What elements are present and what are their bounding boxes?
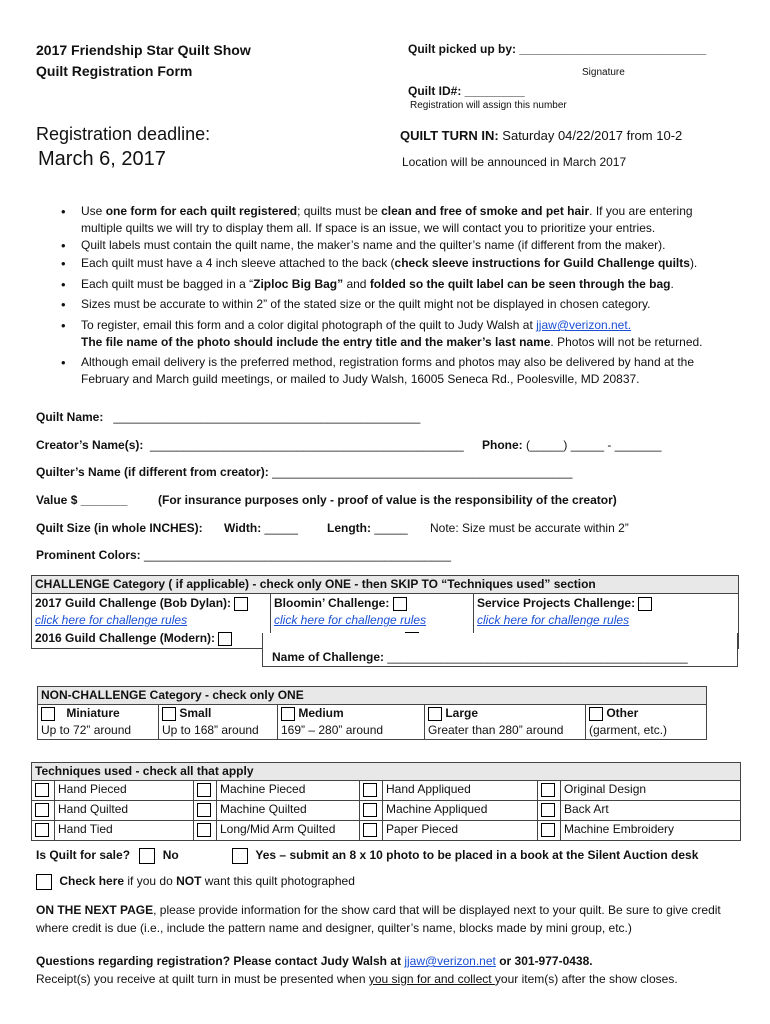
- challenge-header: CHALLENGE Category ( if applicable) - check only ONE - then SKIP TO “Techniques used” section: [32, 576, 739, 594]
- registration-note: Registration will assign this number: [410, 100, 567, 111]
- size-option-other: Other (garment, etc.): [586, 705, 707, 740]
- quilt-id-field[interactable]: Quilt ID#: _________: [408, 84, 525, 98]
- technique-label: Hand Quilted: [55, 801, 194, 821]
- sale-no-label: No: [162, 848, 179, 863]
- checkbox-other[interactable]: [589, 707, 603, 721]
- checkbox-2016-challenge[interactable]: [218, 632, 232, 646]
- checkbox-long-arm-quilted[interactable]: [197, 823, 211, 837]
- challenge-name-field[interactable]: Name of Challenge: _____________________________________________: [272, 650, 688, 664]
- checkbox-hand-tied[interactable]: [35, 823, 49, 837]
- list-item: • Quilt labels must contain the quilt name, the maker’s name and the quilter’s name (if different from the maker).: [53, 237, 723, 254]
- deadline-date: March 6, 2017: [38, 148, 166, 170]
- challenge-cell-bloomin: Bloomin’ Challenge: click here for challenge rules: [271, 594, 474, 649]
- creators-name-field[interactable]: Creator’s Name(s): _______________________________________________: [36, 438, 464, 452]
- challenge-rules-link[interactable]: click here for challenge rules: [274, 613, 427, 627]
- checkbox-hand-quilted[interactable]: [35, 803, 49, 817]
- location-note: Location will be announced in March 2017: [402, 155, 627, 169]
- email-link[interactable]: jjaw@verizon.net.: [536, 318, 632, 332]
- checkbox-large[interactable]: [428, 707, 442, 721]
- turn-in-label: QUILT TURN IN:: [400, 128, 499, 143]
- contact-email-link[interactable]: jjaw@verizon.net: [404, 954, 496, 968]
- checkbox-hand-appliqued[interactable]: [363, 783, 377, 797]
- checkbox-hand-pieced[interactable]: [35, 783, 49, 797]
- signature-label: Signature: [582, 67, 625, 78]
- challenge-cell-guild: 2017 Guild Challenge (Bob Dylan): click here for challenge rules 2016 Guild Challenge (Modern):: [32, 594, 271, 649]
- checkbox-original-design[interactable]: [541, 783, 555, 797]
- checkbox-back-art[interactable]: [541, 803, 555, 817]
- prominent-colors-field[interactable]: Prominent Colors: ______________________________________________: [36, 548, 452, 562]
- size-option-small: Small Up to 168” around: [159, 705, 278, 740]
- show-title: 2017 Friendship Star Quilt Show: [36, 42, 251, 58]
- checkbox-paper-pieced[interactable]: [363, 823, 377, 837]
- photo-opt-out-row: Check here if you do NOT want this quilt photographed: [36, 874, 355, 890]
- value-field[interactable]: Value $ _______: [36, 493, 128, 507]
- picked-up-by-field[interactable]: Quilt picked up by: ____________________________: [408, 42, 707, 56]
- technique-label: Original Design: [561, 781, 741, 801]
- techniques-table: [31, 762, 741, 841]
- checkbox-machine-embroidery[interactable]: [541, 823, 555, 837]
- checkbox-no-photo[interactable]: [36, 874, 52, 890]
- instructions-list: [53, 203, 723, 388]
- checkbox-small[interactable]: [162, 707, 176, 721]
- size-option-medium: Medium 169” – 280” around: [278, 705, 425, 740]
- list-item: • To register, email this form and a color digital photograph of the quilt to Judy Walsh at jjaw@verizon.net. The file name of the photo should include the entry title and the maker’s last name. Photos will not be returned.: [53, 317, 723, 351]
- checkbox-medium[interactable]: [281, 707, 295, 721]
- checkbox-machine-appliqued[interactable]: [363, 803, 377, 817]
- challenge-rules-link[interactable]: click here for challenge rules: [35, 613, 188, 627]
- technique-label: Machine Embroidery: [561, 821, 741, 841]
- checkbox-service-challenge[interactable]: [638, 597, 652, 611]
- technique-label: Machine Appliqued: [383, 801, 538, 821]
- non-challenge-header: NON-CHALLENGE Category - check only ONE: [38, 687, 707, 705]
- list-item: • Use one form for each quilt registered; quilts must be clean and free of smoke and pet hair. If you are entering multiple quilts we will try to display them all. If space is an issue, we will contact you to prioritize your entries.: [53, 203, 723, 237]
- form-title: [36, 40, 251, 82]
- size-note: Note: Size must be accurate within 2”: [430, 521, 629, 535]
- technique-label: Machine Pieced: [217, 781, 360, 801]
- value-note: (For insurance purposes only - proof of value is the responsibility of the creator): [158, 493, 617, 507]
- technique-label: Hand Appliqued: [383, 781, 538, 801]
- next-page-note: ON THE NEXT PAGE, please provide information for the show card that will be displayed next to your quilt. Be sure to give credit where credit is due (i.e., include the pattern name and designer, quilter’s name, blocks made by mini group, etc.): [36, 903, 721, 935]
- questions-section: Questions regarding registration? Please contact Judy Walsh at jjaw@verizon.net or 301-977-0438. Receipt(s) you receive at quilt turn in must be presented when you sign for and collect your item(s) after the show closes.: [36, 954, 678, 986]
- sale-yes-label: Yes – submit an 8 x 10 photo to be placed in a book at the Silent Auction desk: [255, 848, 699, 863]
- quilt-name-field[interactable]: Quilt Name: ______________________________________________: [36, 410, 421, 424]
- techniques-header: Techniques used - check all that apply: [32, 763, 741, 781]
- list-item: • Sizes must be accurate to within 2” of the stated size or the quilt might not be displayed in chosen category.: [53, 296, 723, 313]
- length-field[interactable]: Length: _____: [327, 521, 408, 535]
- technique-label: Hand Tied: [55, 821, 194, 841]
- width-field[interactable]: Width: _____: [224, 521, 298, 535]
- list-item: • Each quilt must have a 4 inch sleeve attached to the back (check sleeve instructions for Guild Challenge quilts).: [53, 255, 723, 272]
- quilt-size-label: Quilt Size (in whole INCHES):: [36, 521, 203, 535]
- checkbox-miniature[interactable]: [41, 707, 55, 721]
- checkbox-2017-challenge[interactable]: [234, 597, 248, 611]
- technique-label: Back Art: [561, 801, 741, 821]
- technique-label: Machine Quilted: [217, 801, 360, 821]
- deadline-label: Registration deadline:: [36, 124, 211, 144]
- checkbox-machine-quilted[interactable]: [197, 803, 211, 817]
- checkbox-sale-yes[interactable]: [232, 848, 248, 864]
- challenge-rules-link[interactable]: click here for challenge rules: [477, 613, 630, 627]
- technique-label: Paper Pieced: [383, 821, 538, 841]
- for-sale-label: Is Quilt for sale?: [36, 848, 131, 863]
- challenge-cell-service: Service Projects Challenge: click here for challenge rules: [474, 594, 739, 649]
- checkbox-machine-pieced[interactable]: [197, 783, 211, 797]
- technique-label: Long/Mid Arm Quilted: [217, 821, 360, 841]
- list-item: • Each quilt must be bagged in a “Ziploc Big Bag” and folded so the quilt label can be seen through the bag.: [53, 276, 723, 293]
- list-item: • Although email delivery is the preferred method, registration forms and photos may also be delivered by hand at the February and March guild meetings, or mailed to Judy Walsh, 16005 Seneca Rd., Poolesville, MD 20837.: [53, 354, 723, 388]
- phone-field[interactable]: Phone: (_____) _____ - _______: [482, 438, 662, 452]
- size-option-miniature: Miniature Up to 72” around: [38, 705, 159, 740]
- turn-in-value: Saturday 04/22/2017 from 10-2: [498, 128, 683, 143]
- technique-label: Hand Pieced: [55, 781, 194, 801]
- turn-in-info: [400, 128, 682, 143]
- checkbox-sale-no[interactable]: [139, 848, 155, 864]
- for-sale-row: [36, 848, 698, 864]
- form-subtitle: Quilt Registration Form: [36, 63, 193, 79]
- non-challenge-category-table: [37, 686, 707, 740]
- quilter-name-field[interactable]: Quilter’s Name (if different from creator): _____________________________________________: [36, 465, 573, 479]
- checkbox-bloomin-challenge[interactable]: [393, 597, 407, 611]
- size-option-large: Large Greater than 280” around: [425, 705, 586, 740]
